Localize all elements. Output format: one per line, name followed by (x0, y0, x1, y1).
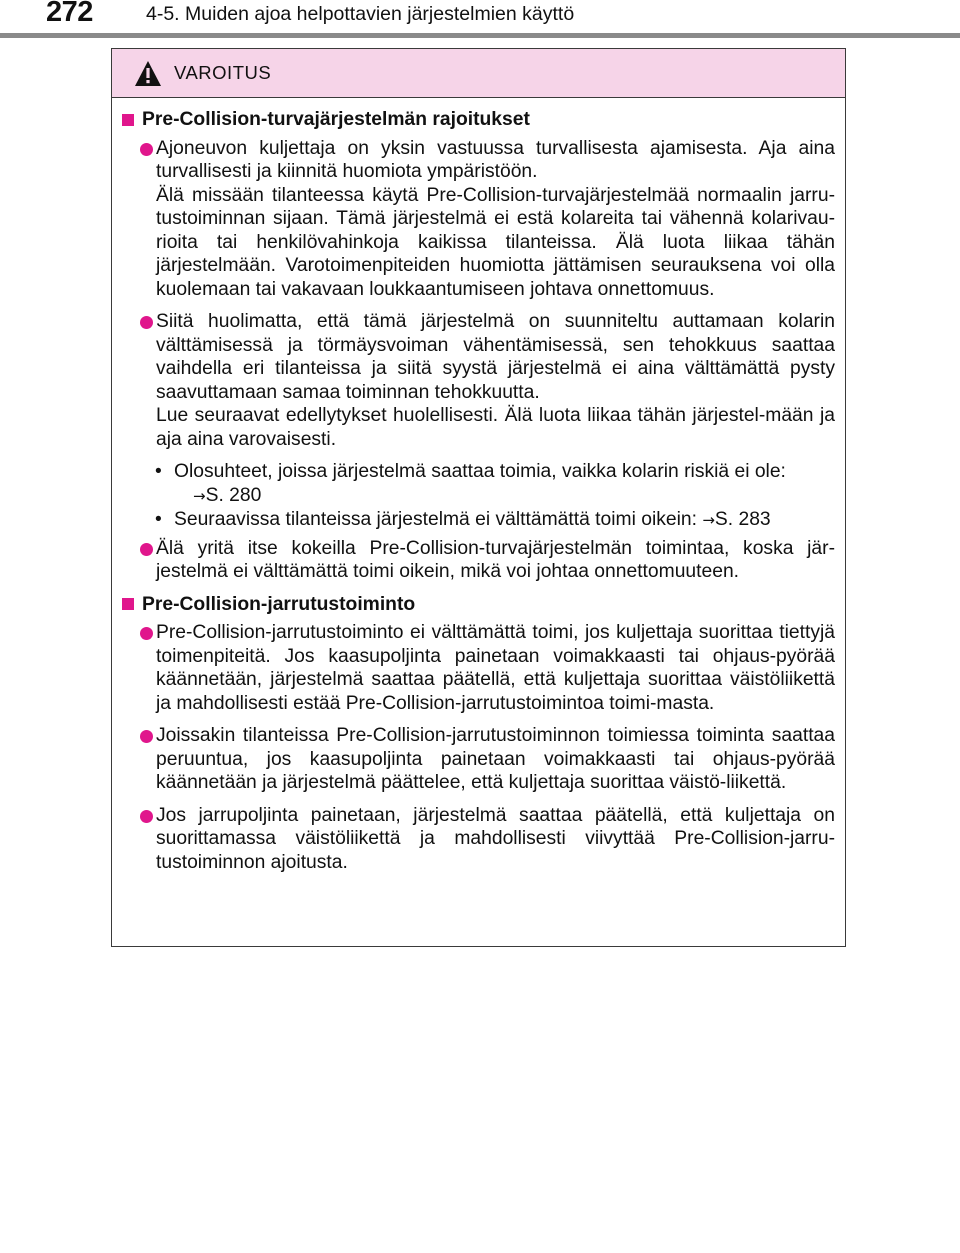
square-bullet-icon (122, 114, 134, 126)
item-text: Ajoneuvon kuljettaja on yksin vastuussa turvallisesta ajamisesta. Aja aina turvallisesti ja kiinnitä huomiota ympäristöön. (156, 137, 835, 182)
warning-header (112, 49, 845, 98)
square-bullet-icon (122, 598, 134, 610)
item-text: Jos jarrupoljinta painetaan, järjestelmä saattaa päätellä, että kuljettaja on suorittamassa väistöliikettä ja mahdollisesti viivyttää Pre-Collision-jarru-tustoiminnon ajoitusta. (156, 804, 835, 873)
circle-bullet-icon (140, 543, 153, 556)
item-text: Älä missään tilanteessa käytä Pre-Collision-turvajärjestelmää normaalin jarru-tustoiminnan sijaan. Tämä järjestelmä ei estä kolareita tai vähennä kolarivau-rioita tai henkilövahinkoja kaikissa tilanteissa. Älä luota liikaa tähän järjestelmään. Varotoimenpiteiden huomiotta jättämisen seurauksena voi olla kuolemaan tai vakavaan loukkaantumiseen johtava onnettomuus. (156, 184, 835, 300)
chapter-title: 4-5. Muiden ajoa helpottavien järjestelmien käyttö (146, 3, 575, 25)
reference-text: S. 280 (205, 484, 262, 506)
list-item (122, 137, 835, 302)
page-reference (174, 484, 835, 509)
section-heading-text: Pre-Collision-turvajärjestelmän rajoitukset (142, 109, 530, 130)
warning-triangle-icon (134, 60, 162, 87)
item-text: Älä yritä itse kokeilla Pre-Collision-turvajärjestelmän toimintaa, koska jär-jestelmä ei välttämättä toimi oikein, mikä voi johtaa onnettomuuteen. (156, 537, 835, 582)
arrow-icon: → (702, 511, 715, 529)
arrow-icon: → (193, 486, 206, 505)
section-heading (122, 108, 835, 132)
item-text: Siitä huolimatta, että tämä järjestelmä on suunniteltu auttamaan kolarin välttämisessä ja törmäysvoiman vähentämisessä, sen tehokkuus saattaa vaihdella eri tilanteissa ja siitä syystä järjestelmä ei aina välttämättä pysty saavuttamaan samaa toiminnan tehokkuutta. (156, 311, 835, 403)
section-heading-text: Pre-Collision-jarrutustoiminto (142, 593, 416, 615)
list-item (122, 621, 835, 715)
sub-list-item (122, 508, 835, 533)
sub-item-text: Seuraavissa tilanteissa järjestelmä ei välttämättä toimi oikein: (174, 509, 697, 530)
list-item (122, 804, 835, 875)
circle-bullet-icon (140, 316, 153, 329)
bullet-glyph: • (155, 461, 162, 482)
sub-list (122, 460, 835, 533)
circle-bullet-icon (140, 627, 153, 640)
list-item (122, 537, 835, 584)
reference-text: S. 283 (714, 509, 771, 530)
list-item (122, 310, 835, 451)
page-number: 272 (46, 0, 93, 28)
circle-bullet-icon (140, 730, 153, 743)
item-text: Pre-Collision-jarrutustoiminto ei välttämättä toimi, jos kuljettaja suorittaa tiettyjä toimenpiteitä. Jos kaasupoljinta painetaan voimakkaasti tai ohjaus-pyörää käännetään, järjestelmä saattaa päätellä, että kuljettaja suorittaa väistöliikettä ja mahdollisesti estää Pre-Collision-jarrutustoimintoa toimi-masta. (156, 622, 835, 714)
item-text: Lue seuraavat edellytykset huolellisesti. Älä luota liikaa tähän järjestel-mään ja aja aina varovaisesti. (156, 405, 835, 450)
sub-list-item (122, 460, 835, 508)
page-reference (702, 509, 770, 530)
bullet-glyph: • (155, 509, 162, 530)
circle-bullet-icon (140, 143, 153, 156)
warning-label: VAROITUS (174, 62, 272, 83)
sub-item-text: Olosuhteet, joissa järjestelmä saattaa toimia, vaikka kolarin riskiä ei ole: (174, 461, 786, 482)
warning-box (111, 48, 846, 947)
warning-body (112, 98, 845, 874)
section-heading (122, 593, 835, 617)
header-divider (0, 33, 960, 38)
list-item (122, 724, 835, 795)
circle-bullet-icon (140, 810, 153, 823)
item-text: Joissakin tilanteissa Pre-Collision-jarrutustoiminnon toimiessa toiminta saattaa peruuntua, jos kaasupoljinta painetaan voimakkaasti tai ohjaus-pyörää käännetään ja järjestelmä päättelee, että kuljettaja suorittaa väistö-liikettä. (156, 725, 835, 793)
